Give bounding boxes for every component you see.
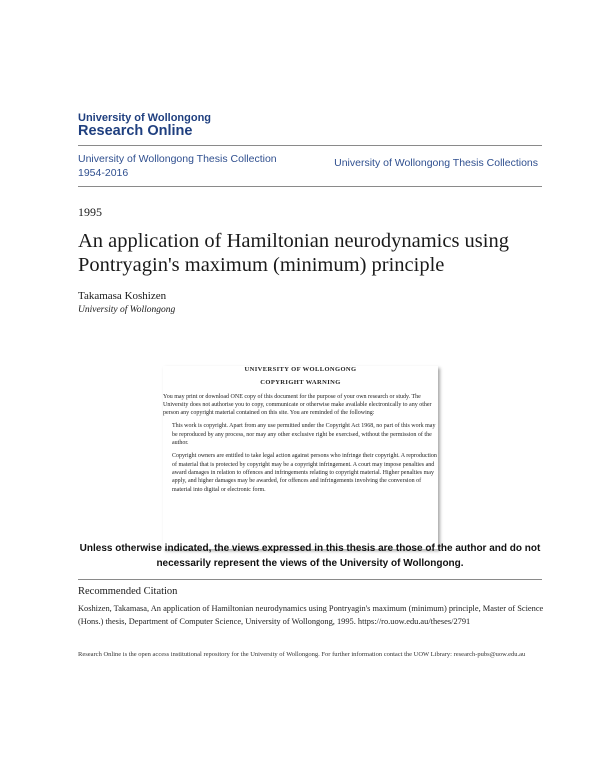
thesis-author[interactable]: Takamasa Koshizen xyxy=(78,290,167,302)
notice-paragraph: This work is copyright. Apart from any use permitted under the Copyright Act 1968, no part of this work may be reproduced by any process, nor may any other exclusive right be exercised, without the permission of the author. xyxy=(172,423,436,447)
repository-footer: Research Online is the open access institutional repository for the University of Wollongong. For further information contact the UOW Library: research-pubs@uow.edu.au xyxy=(78,651,526,658)
citation-heading: Recommended Citation xyxy=(78,586,178,597)
notice-paragraph: Copyright owners are entitled to take legal action against persons who infringe their copyright. A reproduction of material that is protected by copyright may be a copyright infringement. A court may impose penalties and award damages in relation to offences and infringements relating to copyright material. Higher penalties may apply, and higher damages may be awarded, for offences and infringements involving the conversion of material into digital or electronic form. xyxy=(172,453,437,493)
header-divider xyxy=(78,145,542,146)
collection-link-left[interactable]: University of Wollongong Thesis Collection 1954-2016 xyxy=(78,153,277,179)
copyright-notice xyxy=(163,366,438,499)
thesis-affiliation: University of Wollongong xyxy=(78,305,176,315)
citation-divider xyxy=(78,579,542,580)
collection-link-right[interactable]: University of Wollongong Thesis Collections xyxy=(334,157,538,169)
repository-name[interactable]: Research Online xyxy=(78,123,193,139)
notice-paragraph: You may print or download ONE copy of this document for the purpose of your own research or study. The University does not authorise you to copy, communicate or otherwise make available electronically to any other person any copyright material contained on this site. You are reminded of the following: xyxy=(163,393,432,417)
thesis-year: 1995 xyxy=(78,205,102,219)
thesis-title: An application of Hamiltonian neurodynamics using Pontryagin's maximum (minimum) principle xyxy=(78,230,509,276)
notice-heading-warning: COPYRIGHT WARNING xyxy=(260,379,341,387)
notice-heading-university: UNIVERSITY OF WOLLONGONG xyxy=(244,366,357,373)
views-disclaimer: Unless otherwise indicated, the views expressed in this thesis are those of the author and do not necessarily represent the views of the University of Wollongong. xyxy=(79,543,541,569)
citation-text: Koshizen, Takamasa, An application of Hamiltonian neurodynamics using Pontryagin's maximum (minimum) principle, Master of Science (Hons.) thesis, Department of Computer Science, University of Wollongong, 1995. https://ro.uow.edu.au/theses/2791 xyxy=(78,604,544,626)
university-name: University of Wollongong xyxy=(78,112,212,124)
collections-divider xyxy=(78,186,542,187)
